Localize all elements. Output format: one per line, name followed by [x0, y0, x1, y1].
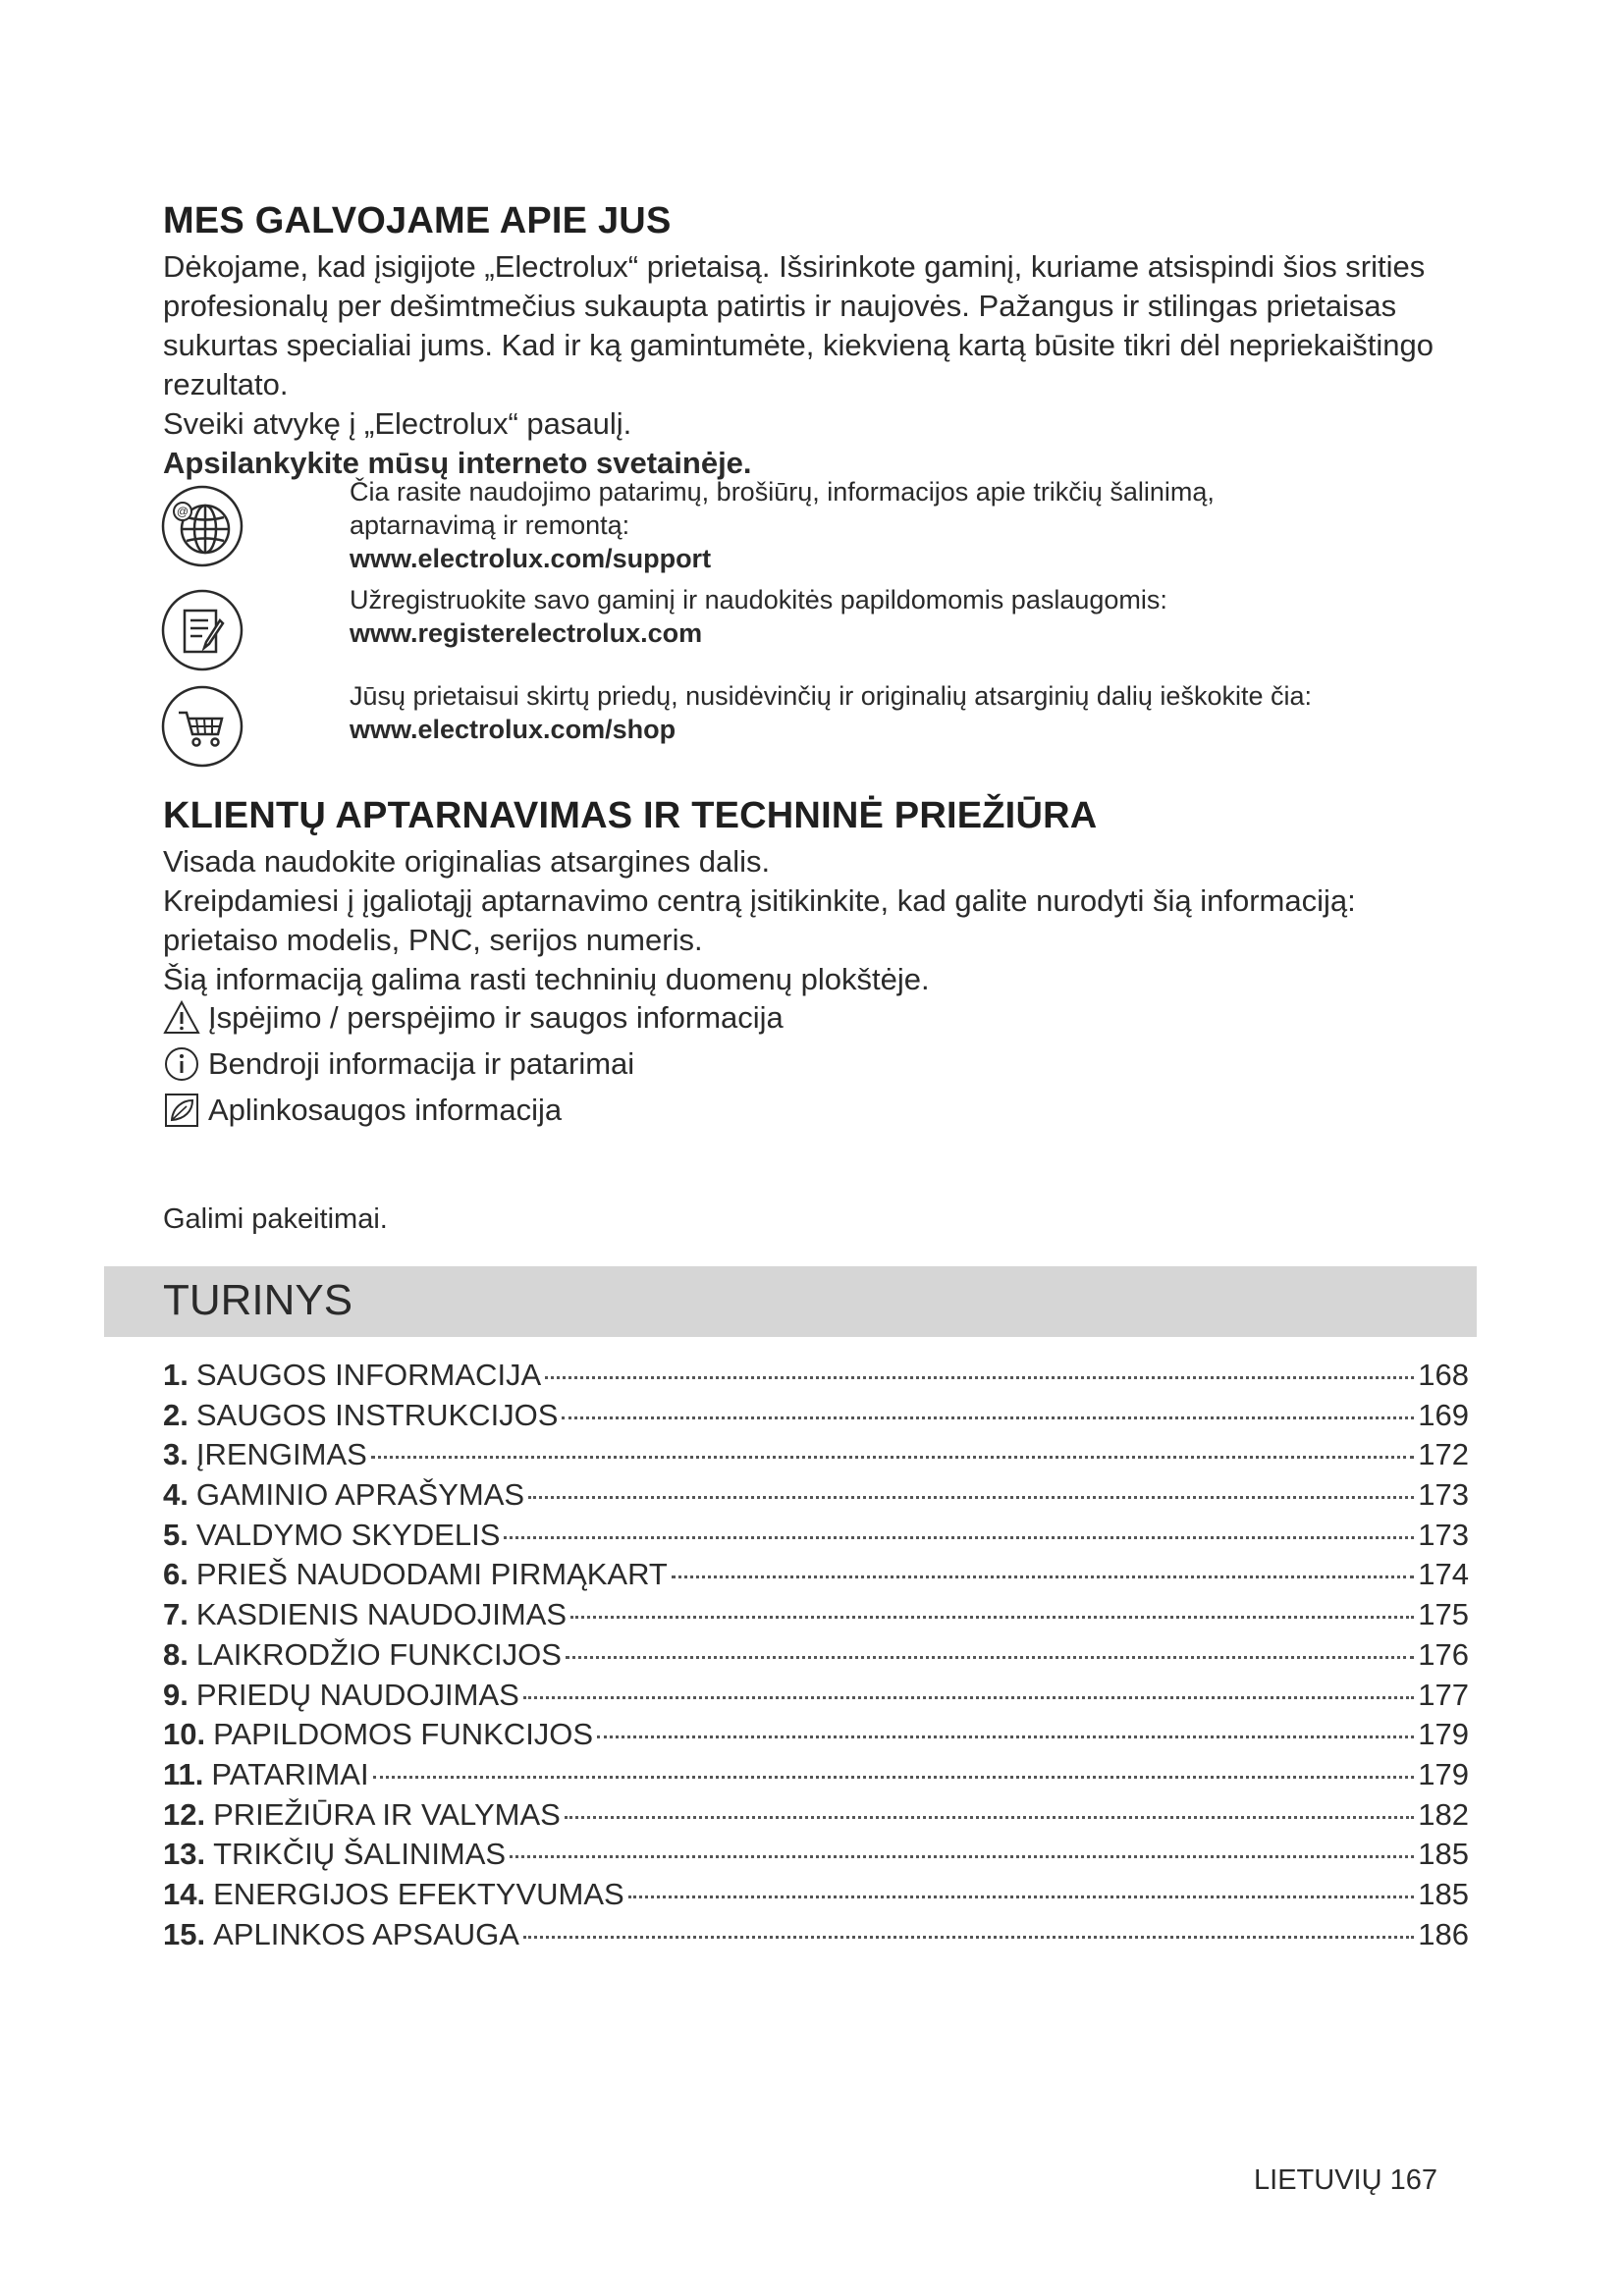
toc-item[interactable]: 13. TRIKČIŲ ŠALINIMAS 185: [163, 1837, 1469, 1872]
toc-list: [163, 1358, 1469, 1956]
support-text: Čia rasite naudojimo patarimų, brošiūrų, informacijos apie trikčių šalinimą, aptarnavimą ir remontą:: [350, 477, 1215, 540]
web-shop-block: [350, 679, 1528, 746]
toc-item[interactable]: 2. SAUGOS INSTRUKCIJOS 169: [163, 1397, 1469, 1432]
toc-item[interactable]: 11. PATARIMAI 179: [163, 1756, 1469, 1791]
legend-environment: [163, 1092, 562, 1129]
legend-warning: [163, 999, 784, 1037]
globe-icon: [159, 483, 245, 569]
legend-info: [163, 1045, 634, 1083]
info-icon: [163, 1045, 200, 1083]
service-center-line: Kreipdamiesi į įgaliotąjį aptarnavimo centrą įsitikinkite, kad galite nurodyti šią informaciją: prietaiso modelis, PNC, serijos numeris.: [163, 883, 1356, 957]
legend-environment-label: Aplinkosaugos informacija: [208, 1093, 563, 1127]
spare-parts-line: Visada naudokite originalias atsargines dalis.: [163, 844, 771, 879]
register-icon: [159, 587, 245, 673]
intro-paragraph: Dėkojame, kad įsigijote „Electrolux“ prietaisą. Išsirinkote gaminį, kuriame atsispindi šios srities profesionalų per dešimtmečius sukaupta patirtis ir naujovės. Pažangus ir stilingas prietaisas sukurtas specialiai jums. Kad ir ką gamintumėte, kiekvieną kartą būsite tikri dėl nepriekaištingo rezultato.: [163, 249, 1434, 401]
warning-icon: [163, 999, 200, 1037]
about-text: [163, 247, 1479, 483]
toc-item[interactable]: 1. SAUGOS INFORMACIJA 168: [163, 1358, 1469, 1392]
toc-item[interactable]: 12. PRIEŽIŪRA IR VALYMAS 182: [163, 1796, 1469, 1832]
toc-item[interactable]: 9. PRIEDŲ NAUDOJIMAS 177: [163, 1677, 1469, 1712]
service-text: [163, 842, 1479, 999]
toc-title: TURINYS: [163, 1276, 353, 1324]
toc-item[interactable]: 7. KASDIENIS NAUDOJIMAS 175: [163, 1597, 1469, 1632]
welcome-line: Sveiki atvykę į „Electrolux“ pasaulį.: [163, 406, 632, 441]
register-text: Užregistruokite savo gaminį ir naudokitės papildomomis paslaugomis:: [350, 585, 1167, 614]
toc-item[interactable]: 6. PRIEŠ NAUDODAMI PIRMĄKART 174: [163, 1557, 1469, 1592]
page-footer: LIETUVIŲ 167: [1254, 2164, 1437, 2196]
support-link[interactable]: www.electrolux.com/support: [350, 544, 712, 573]
toc-item[interactable]: 15. APLINKOS APSAUGA 186: [163, 1916, 1469, 1951]
toc-item[interactable]: 8. LAIKRODŽIO FUNKCIJOS 176: [163, 1636, 1469, 1672]
web-register-block: [350, 583, 1528, 650]
register-link[interactable]: www.registerelectrolux.com: [350, 618, 703, 648]
environment-leaf-icon: [163, 1092, 200, 1129]
shop-text: Jūsų prietaisui skirtų priedų, nusidėvinčių ir originalių atsarginių dalių ieškokite čia:: [350, 681, 1312, 711]
shop-link[interactable]: www.electrolux.com/shop: [350, 715, 677, 744]
section-title-customer-service: KLIENTŲ APTARNAVIMAS IR TECHNINĖ PRIEŽIŪRA: [163, 795, 1098, 836]
svg-text:@: @: [176, 505, 189, 518]
toc-item[interactable]: 5. VALDYMO SKYDELIS 173: [163, 1517, 1469, 1552]
toc-item[interactable]: 10. PAPILDOMOS FUNKCIJOS 179: [163, 1717, 1469, 1752]
legend-info-label: Bendroji informacija ir patarimai: [208, 1046, 635, 1081]
section-title-about-you: MES GALVOJAME APIE JUS: [163, 200, 672, 241]
web-support-block: [350, 475, 1528, 575]
shopping-cart-icon: [159, 683, 245, 770]
rating-plate-line: Šią informaciją galima rasti techninių duomenų plokštėje.: [163, 962, 930, 996]
changes-note: Galimi pakeitimai.: [163, 1203, 388, 1235]
toc-item[interactable]: 4. GAMINIO APRAŠYMAS 173: [163, 1477, 1469, 1513]
toc-item[interactable]: 14. ENERGIJOS EFEKTYVUMAS 185: [163, 1876, 1469, 1911]
toc-item[interactable]: 3. ĮRENGIMAS 172: [163, 1437, 1469, 1472]
legend-warning-label: Įspėjimo / perspėjimo ir saugos informacija: [208, 1000, 784, 1035]
visit-website-line: Apsilankykite mūsų interneto svetainėje.: [163, 446, 752, 480]
